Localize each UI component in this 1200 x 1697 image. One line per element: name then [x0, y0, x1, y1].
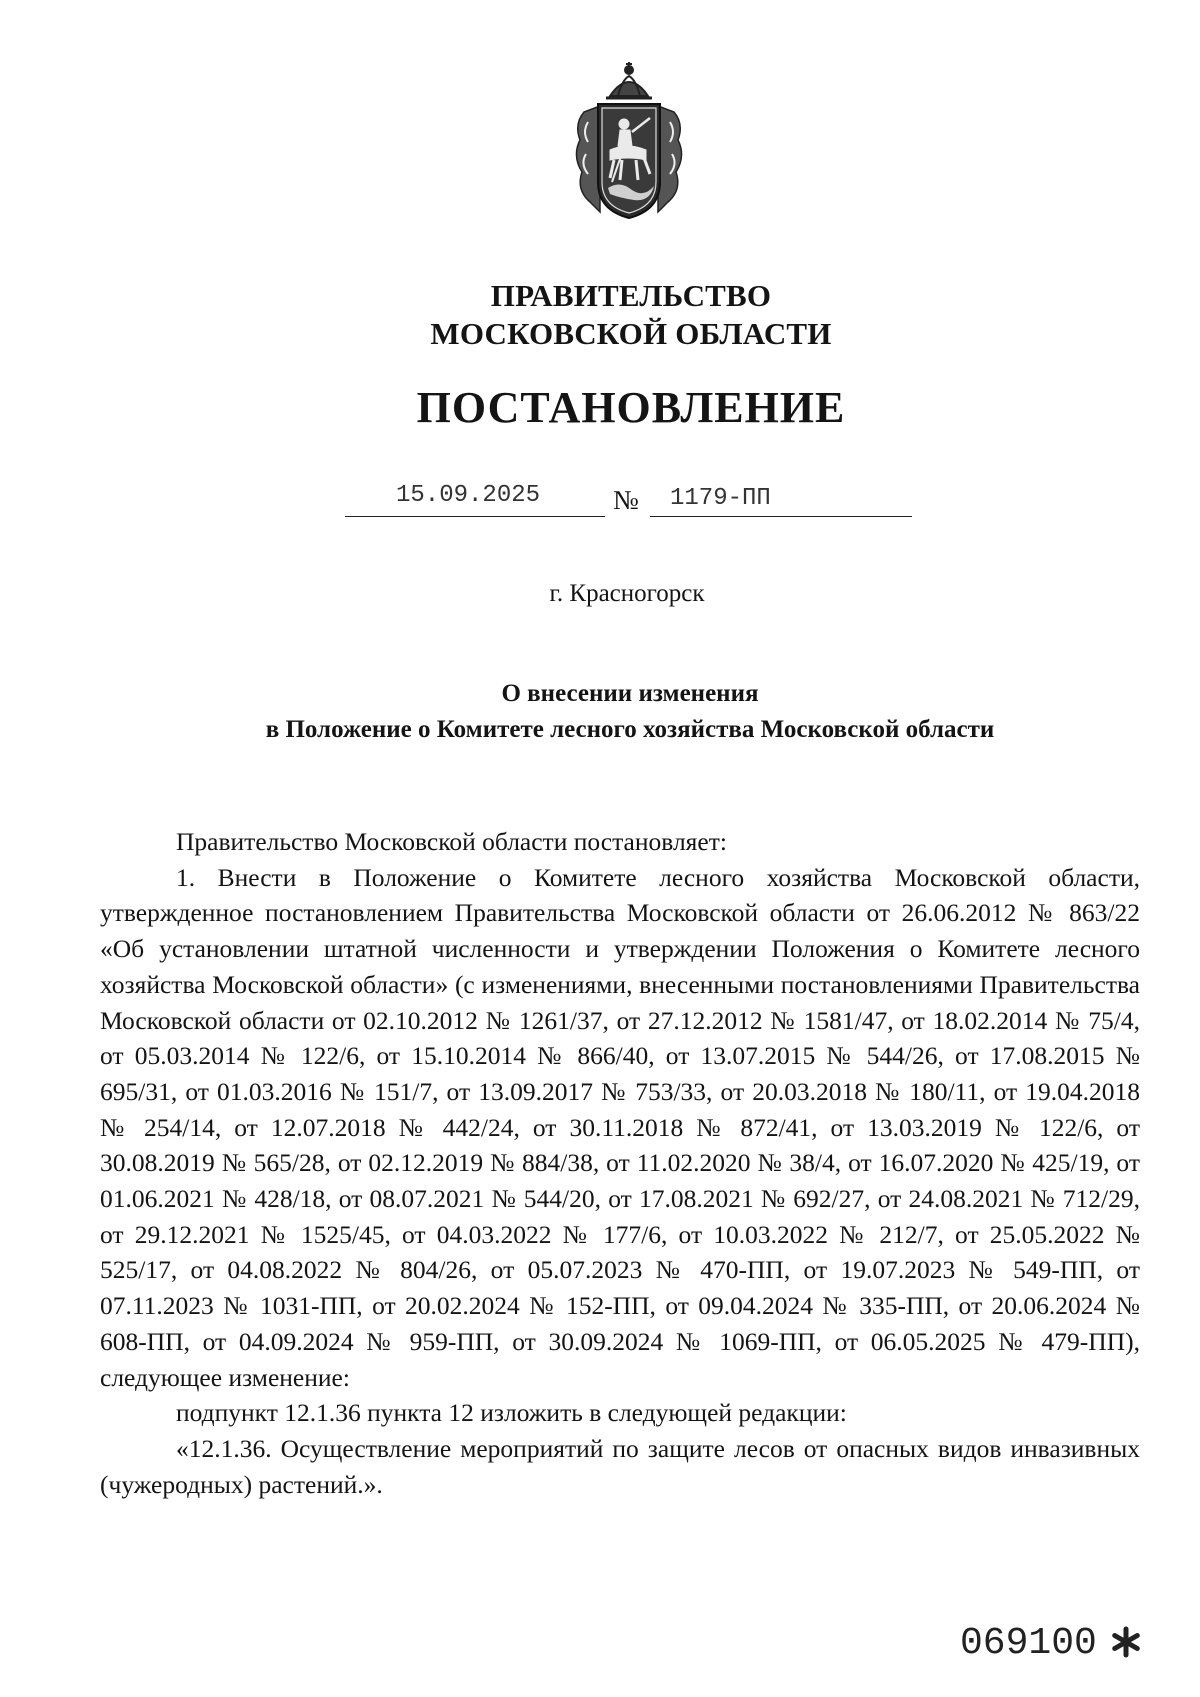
subject-line-1: О внесении изменения	[501, 680, 759, 707]
document-type-title: ПОСТАНОВЛЕНИЕ	[416, 383, 846, 432]
city-name: г. Красногорск	[549, 580, 705, 607]
document-date: 15.09.2025	[396, 482, 541, 509]
item-1-paragraph: 1. Внести в Положение о Комитете лесного хозяйства Московской области, утвержденное постановлением Правительства Московской области от 26.06.2012 № 863/22 «Об установлении штатной численности и утверждении Положения о Комитете лесного хозяйства Московской области» (с изменениями, внесенными постановлениями Правительства Московской области от 02.10.2012 № 1261/37, от 27.12.2012 № 1581/47, от 18.02.2014 № 75/4, от 05.03.2014 № 122/6, от 15.10.2014 № 866/40, от 13.07.2015 № 544/26, от 17.08.2015 № 695/31, от 01.03.2016 № 151/7, от 13.09.2017 № 753/33, от 20.03.2018 № 180/11, от 19.04.2018 № 254/14, от 12.07.2018 № 442/24, от 30.11.2018 № 872/41, от 13.03.2019 № 122/6, от 30.08.2019 № 565/28, от 02.12.2019 № 884/38, от 11.02.2020 № 38/4, от 16.07.2020 № 425/19, от 01.06.2021 № 428/18, от 08.07.2021 № 544/20, от 17.08.2021 № 692/27, от 24.08.2021 № 712/29, от 29.12.2021 № 1525/45, от 04.03.2022 № 177/6, от 10.03.2022 № 212/7, от 25.05.2022 № 525/17, от 04.08.2022 № 804/26, от 05.07.2023 № 470-ПП, от 19.07.2023 № 549-ПП, от 07.11.2023 № 1031-ПП, от 20.02.2024 № 152-ПП, от 09.04.2024 № 335-ПП, от 20.06.2024 № 608-ПП, от 04.09.2024 № 959-ПП, от 30.09.2024 № 1069-ПП, от 06.05.2025 № 479-ПП), следующее изменение:	[100, 862, 1140, 1392]
document-number: 1179-ПП	[670, 485, 771, 512]
organization-name-line-1: ПРАВИТЕЛЬСТВО	[490, 278, 772, 313]
organization-name-line-2: МОСКОВСКОЙ ОБЛАСТИ	[430, 316, 832, 351]
preamble-paragraph: Правительство Московской области постановляет:	[176, 827, 727, 856]
asterisk-star-icon	[1110, 1626, 1142, 1658]
subpoint-text-paragraph: «12.1.36. Осуществление мероприятий по защите лесов от опасных видов инвазивных (чужеродных) растений.».	[100, 1433, 1140, 1499]
subpoint-intro-paragraph: подпункт 12.1.36 пункта 12 изложить в следующей редакции:	[176, 1398, 847, 1428]
subject-line-2: в Положение о Комитете лесного хозяйства Московской области	[265, 716, 995, 743]
date-underline	[345, 516, 605, 517]
number-underline	[650, 516, 912, 517]
serial-number: 069100	[960, 1622, 1097, 1665]
document-body	[100, 824, 1140, 1502]
coat-of-arms-icon	[570, 62, 688, 224]
number-sign: №	[613, 485, 639, 515]
